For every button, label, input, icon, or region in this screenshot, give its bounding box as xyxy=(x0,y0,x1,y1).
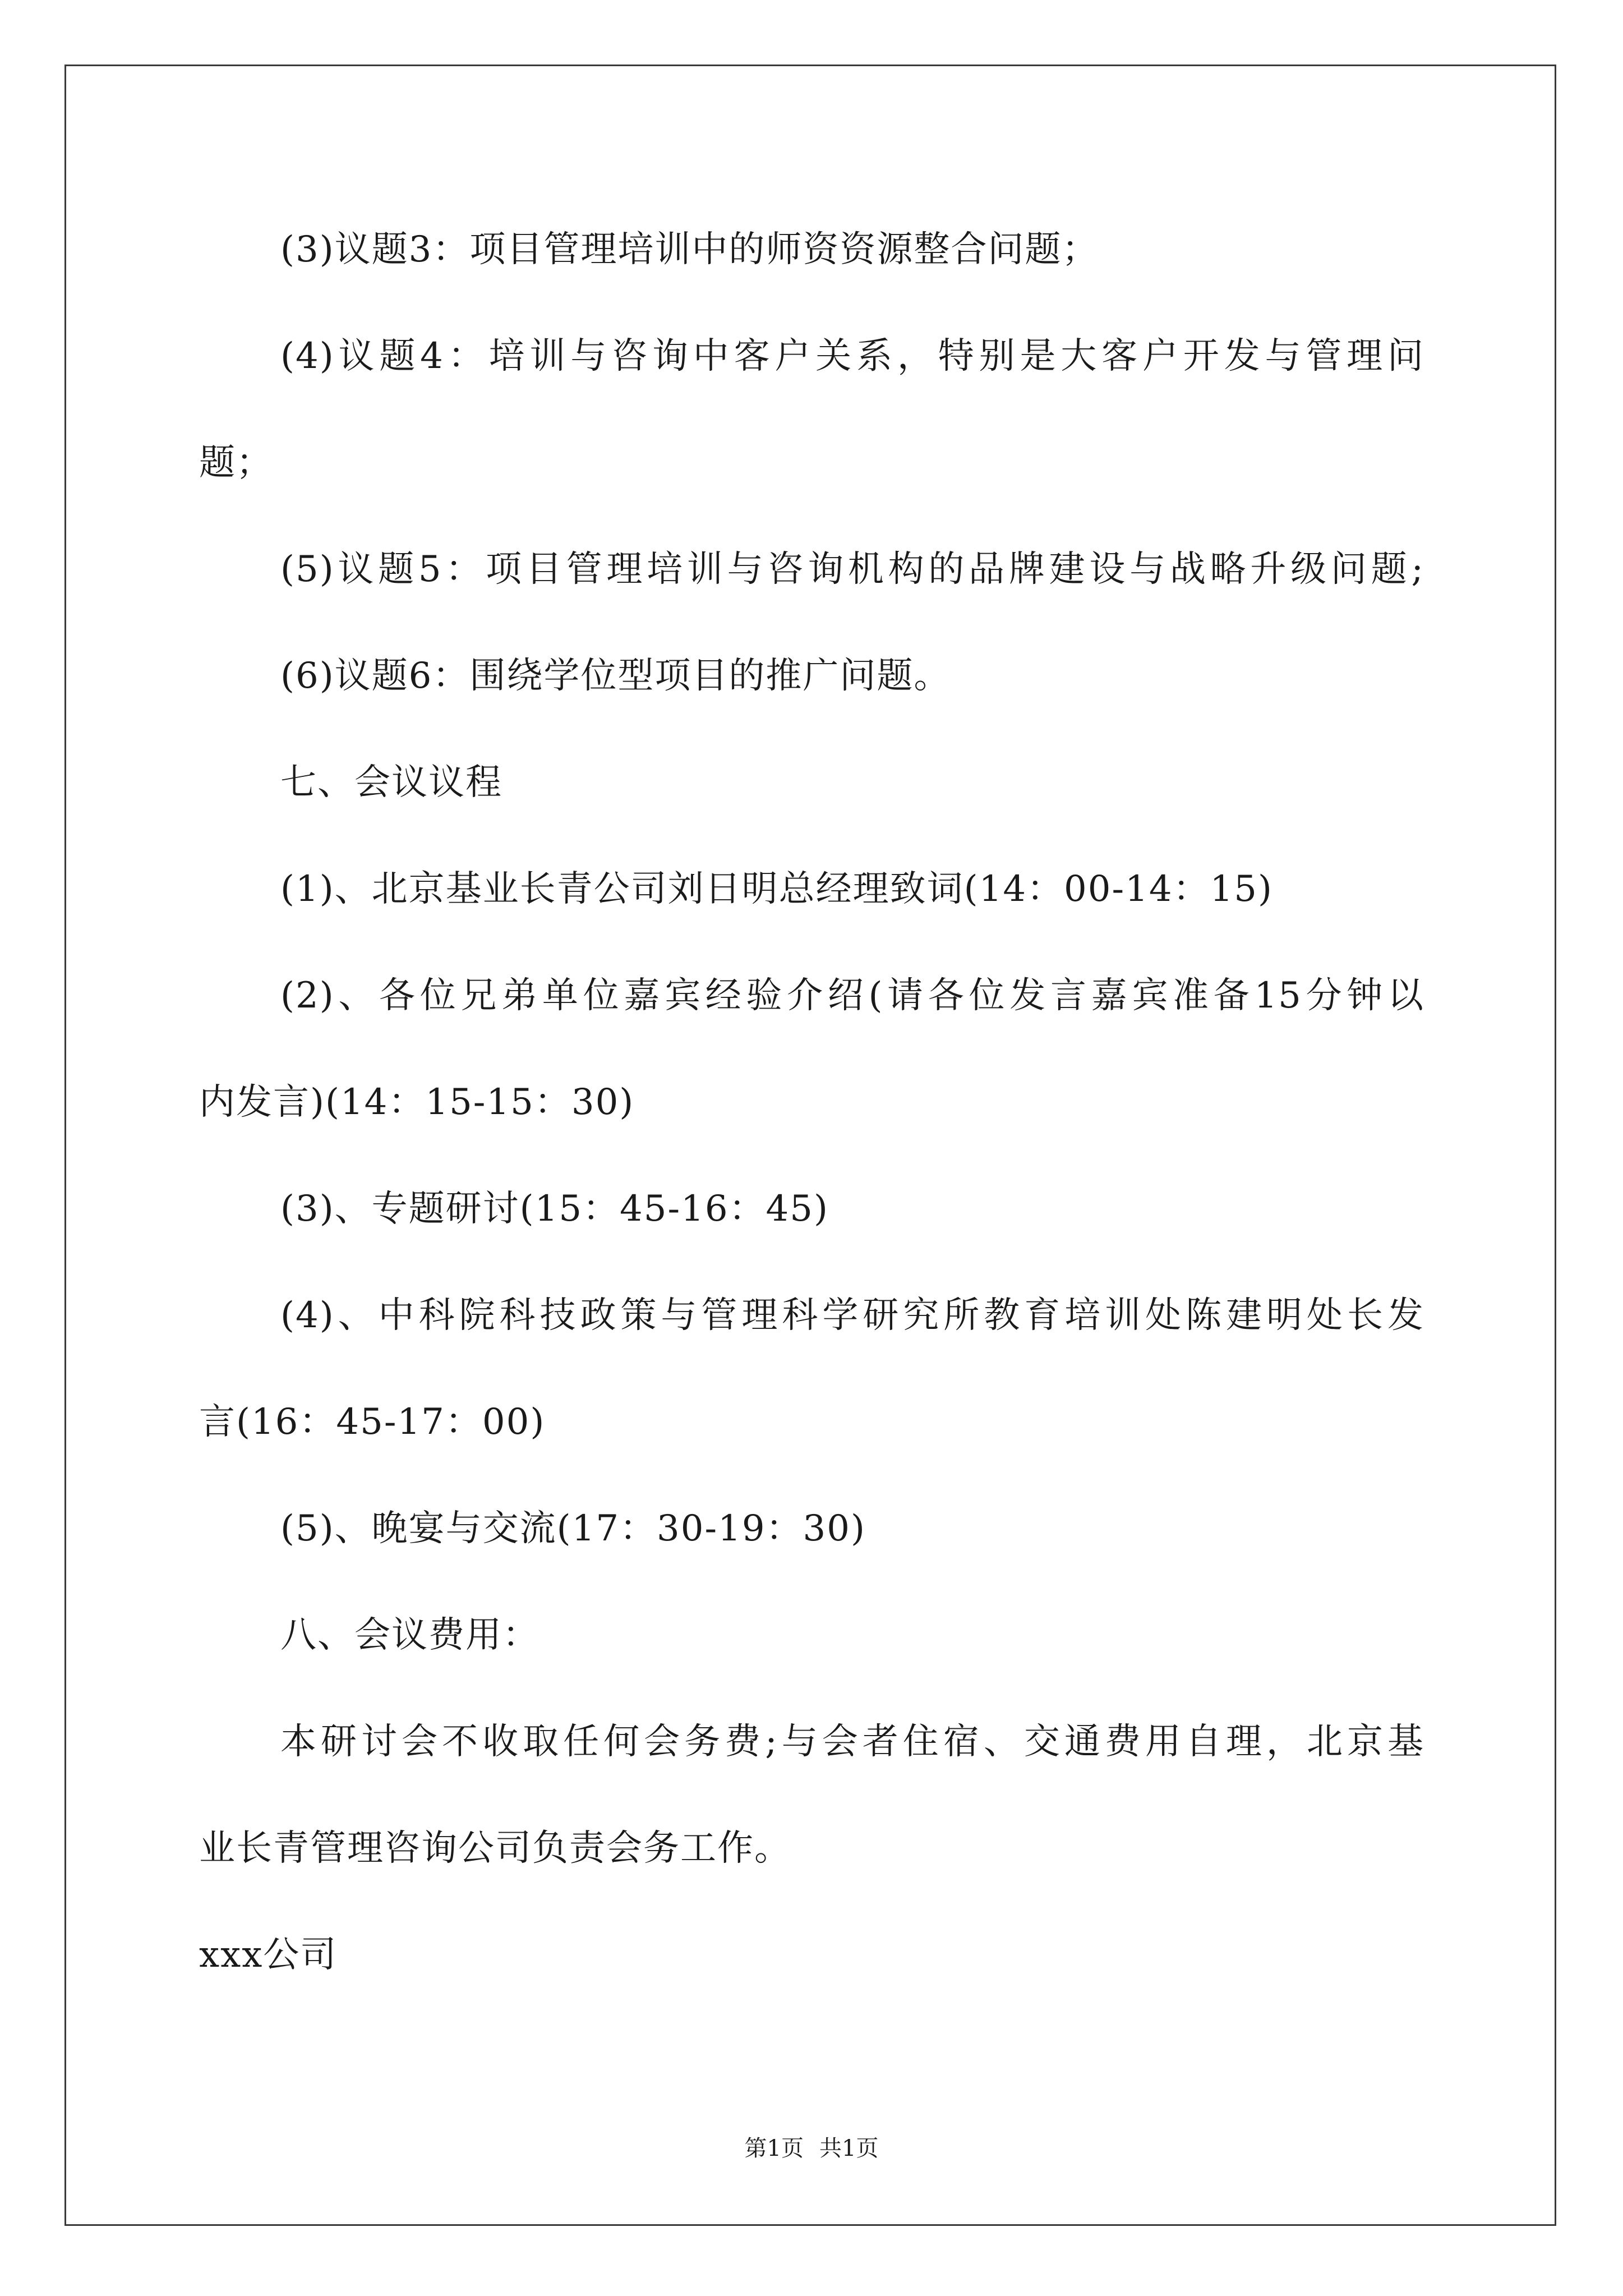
text-line-topic-5: (5)议题5：项目管理培训与咨询机构的品牌建设与战略升级问题; xyxy=(280,549,1424,590)
text-line-agenda-5: (5)、晚宴与交流(17：30-19：30) xyxy=(280,1508,866,1549)
text-line-agenda-1: (1)、北京基业长青公司刘日明总经理致词(14：00-14：15) xyxy=(280,868,1273,910)
page-number: 第1页 xyxy=(744,2136,804,2161)
page-border xyxy=(64,65,1556,2226)
text-line-agenda-2-cont: 内发言)(14：15-15：30) xyxy=(199,1082,635,1123)
page-total: 共1页 xyxy=(819,2136,879,2161)
text-line-agenda-2: (2)、各位兄弟单位嘉宾经验介绍(请各位发言嘉宾准备15分钟以 xyxy=(280,975,1424,1016)
page-footer xyxy=(0,2134,1623,2162)
section-heading-fees: 八、会议费用： xyxy=(280,1614,540,1656)
text-line-fees-cont: 业长青管理咨询公司负责会务工作。 xyxy=(199,1828,791,1869)
text-line-agenda-4: (4)、中科院科技政策与管理科学研究所教育培训处陈建明处长发 xyxy=(280,1295,1424,1336)
text-line-agenda-3: (3)、专题研讨(15：45-16：45) xyxy=(280,1188,829,1230)
text-line-agenda-4-cont: 言(16：45-17：00) xyxy=(199,1401,546,1443)
text-line-topic-6: (6)议题6：围绕学位型项目的推广问题。 xyxy=(280,655,951,697)
signature-company: xxx公司 xyxy=(199,1934,338,1976)
text-line-topic-4-cont: 题； xyxy=(199,442,273,484)
text-line-topic-4: (4)议题4：培训与咨询中客户关系，特别是大客户开发与管理问 xyxy=(280,335,1424,377)
section-heading-agenda: 七、会议议程 xyxy=(280,762,502,803)
text-line-fees: 本研讨会不收取任何会务费;与会者住宿、交通费用自理，北京基 xyxy=(280,1721,1424,1763)
text-line-topic-3: (3)议题3：项目管理培训中的师资资源整合问题； xyxy=(280,229,1099,270)
